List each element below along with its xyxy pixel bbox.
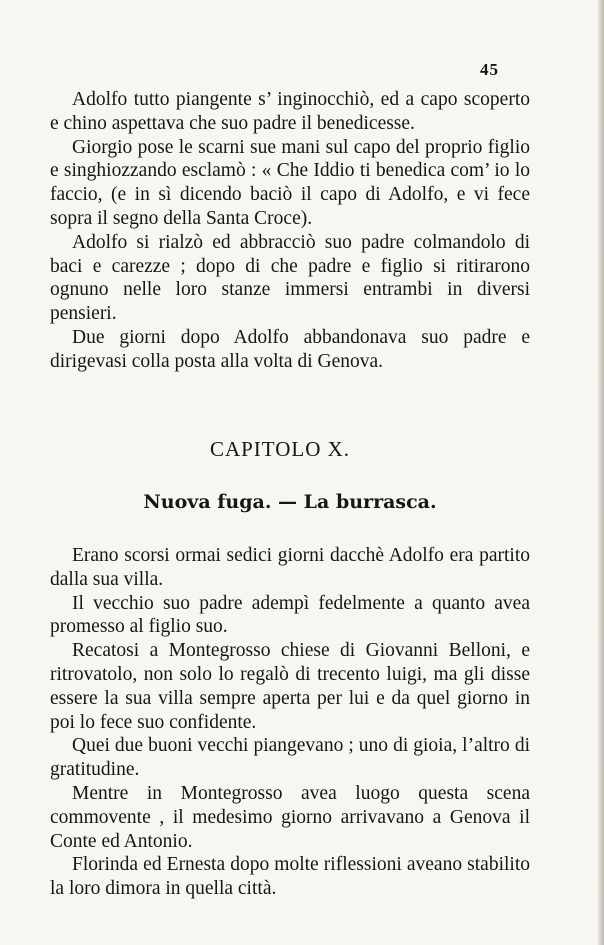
chapter-title: CAPITOLO X.	[209, 437, 351, 461]
page-number: 45	[480, 60, 499, 79]
paragraph: Adolfo tutto piangente s’ inginocchiò, ed a capo scoperto e chino aspettava che suo padre il benedicesse.	[50, 89, 530, 134]
paragraph: Erano scorsi ormai sedici giorni dacchè Adolfo era partito dalla sua villa.	[50, 545, 530, 590]
paragraph: Mentre in Montegrosso avea luogo questa scena commovente , il medesimo giorno arrivavano a Genova il Conte ed Antonio.	[50, 782, 530, 852]
paragraph: Due giorni dopo Adolfo abbandonava suo padre e dirigevasi colla posta alla volta di Genova.	[50, 326, 530, 372]
paragraph: Florinda ed Ernesta dopo molte riflessioni aveano stabilito la loro dimora in quella città.	[50, 854, 530, 900]
paragraph: Adolfo si rialzò ed abbracciò suo padre colmandolo di baci e carezze ; dopo di che padre e figlio si ritirarono ognuno nelle loro stanze immersi entrambi in diversi pensieri.	[50, 231, 530, 325]
body-text-bottom	[50, 544, 530, 901]
paragraph: Il vecchio suo padre adempì fedelmente a quanto avea promesso al figlio suo.	[50, 592, 530, 638]
paragraph: Recatosi a Montegrosso chiese di Giovanni Belloni, e ritrovatolo, non solo lo regalò di trecento luigi, ma gli disse essere la sua villa sempre aperta per lui e da quel giorno in poi lo fece suo confidente.	[50, 640, 530, 733]
paragraph: Quei due buoni vecchi piangevano ; uno di gioia, l’altro di gratitudine.	[50, 735, 530, 781]
paragraph: Giorgio pose le scarni sue mani sul capo del proprio figlio e singhiozzando esclamò : « Che Iddio ti benedica com’ io lo faccio, (e in sì dicendo baciò il capo di Adolfo, e vi fece sopra il segno della Santa Croce).	[50, 136, 530, 229]
body-text-top	[50, 88, 530, 374]
chapter-subtitle: Nuova fuga. — La burrasca.	[143, 491, 437, 513]
page-edge-shadow	[598, 0, 604, 945]
